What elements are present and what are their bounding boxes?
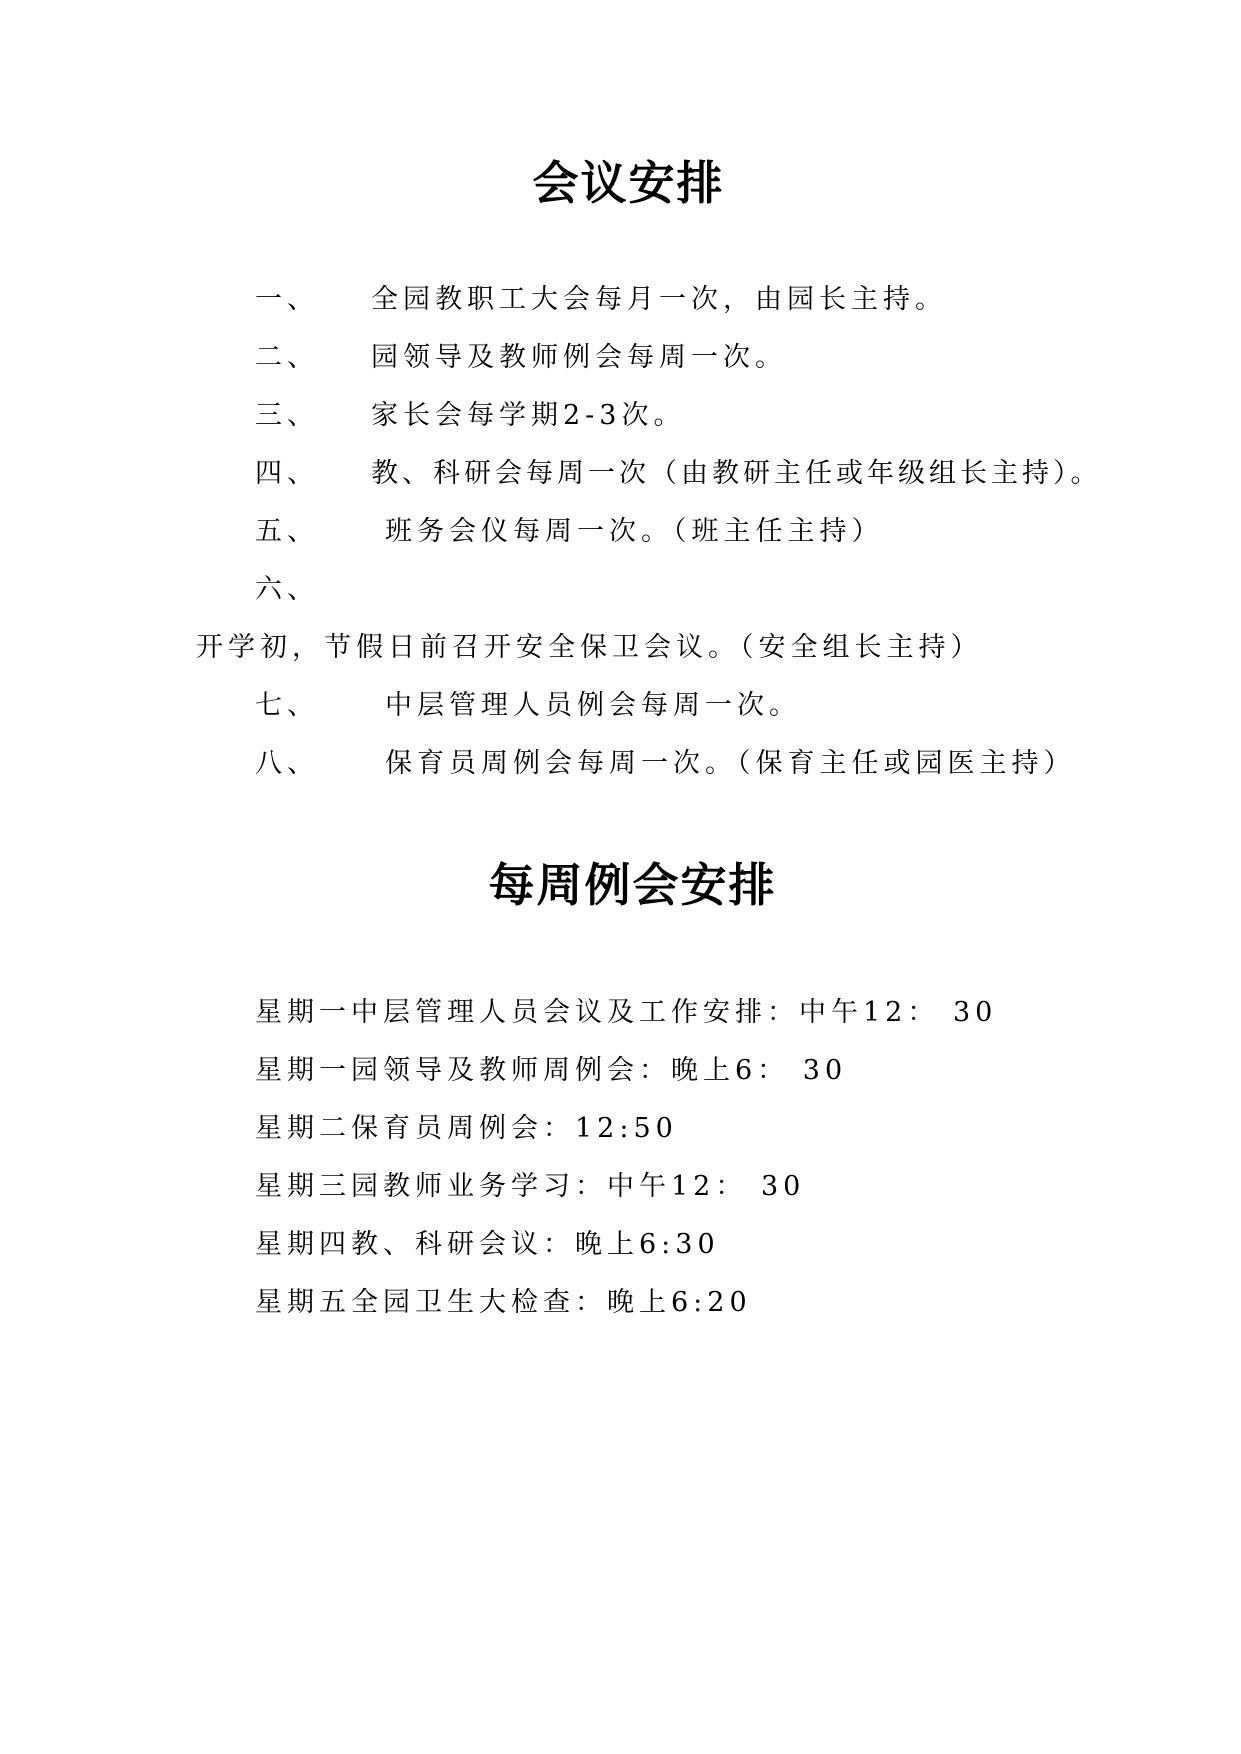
item-number: 八、: [255, 748, 319, 779]
item-text: 园领导及教师例会每周一次。: [371, 342, 787, 373]
item-number: 三、: [255, 400, 319, 431]
item-number: 五、: [255, 516, 319, 547]
item-text: 中层管理人员例会每周一次。: [385, 690, 801, 721]
weekly-meeting-line: 星期三园教师业务学习：中午12： 30: [255, 1171, 806, 1202]
item-text: 教、科研会每周一次（由教研主任或年级组长主持）。: [371, 458, 1102, 489]
weekly-meeting-line: 星期一园领导及教师周例会：晚上6： 30: [255, 1055, 848, 1086]
item-text: 全园教职工大会每月一次，由园长主持。: [371, 284, 947, 315]
weekly-meeting-line: 星期四教、科研会议：晚上6:30: [255, 1229, 720, 1260]
item-number: 七、: [255, 690, 319, 721]
item-number: 一、: [255, 284, 319, 315]
item-number: 四、: [255, 458, 319, 489]
weekly-meeting-line: 星期二保育员周例会：12:50: [255, 1113, 678, 1144]
section-title-meetings: 会议安排: [532, 156, 725, 210]
item-text: 家长会每学期2-3次。: [371, 400, 686, 431]
meeting-item-6-continuation: 开学初，节假日前召开安全保卫会议。（安全组长主持）: [196, 632, 983, 663]
item-text: 班务会仪每周一次。（班主任主持）: [385, 516, 884, 547]
weekly-meeting-line: 星期一中层管理人员会议及工作安排：中午12： 30: [255, 997, 998, 1028]
section-title-weekly-meetings: 每周例会安排: [488, 858, 777, 912]
item-number: 二、: [255, 342, 319, 373]
item-number: 六、: [255, 574, 319, 605]
weekly-meeting-line: 星期五全园卫生大检查：晚上6:20: [255, 1287, 752, 1318]
item-text: 保育员周例会每周一次。（保育主任或园医主持）: [385, 748, 1076, 779]
